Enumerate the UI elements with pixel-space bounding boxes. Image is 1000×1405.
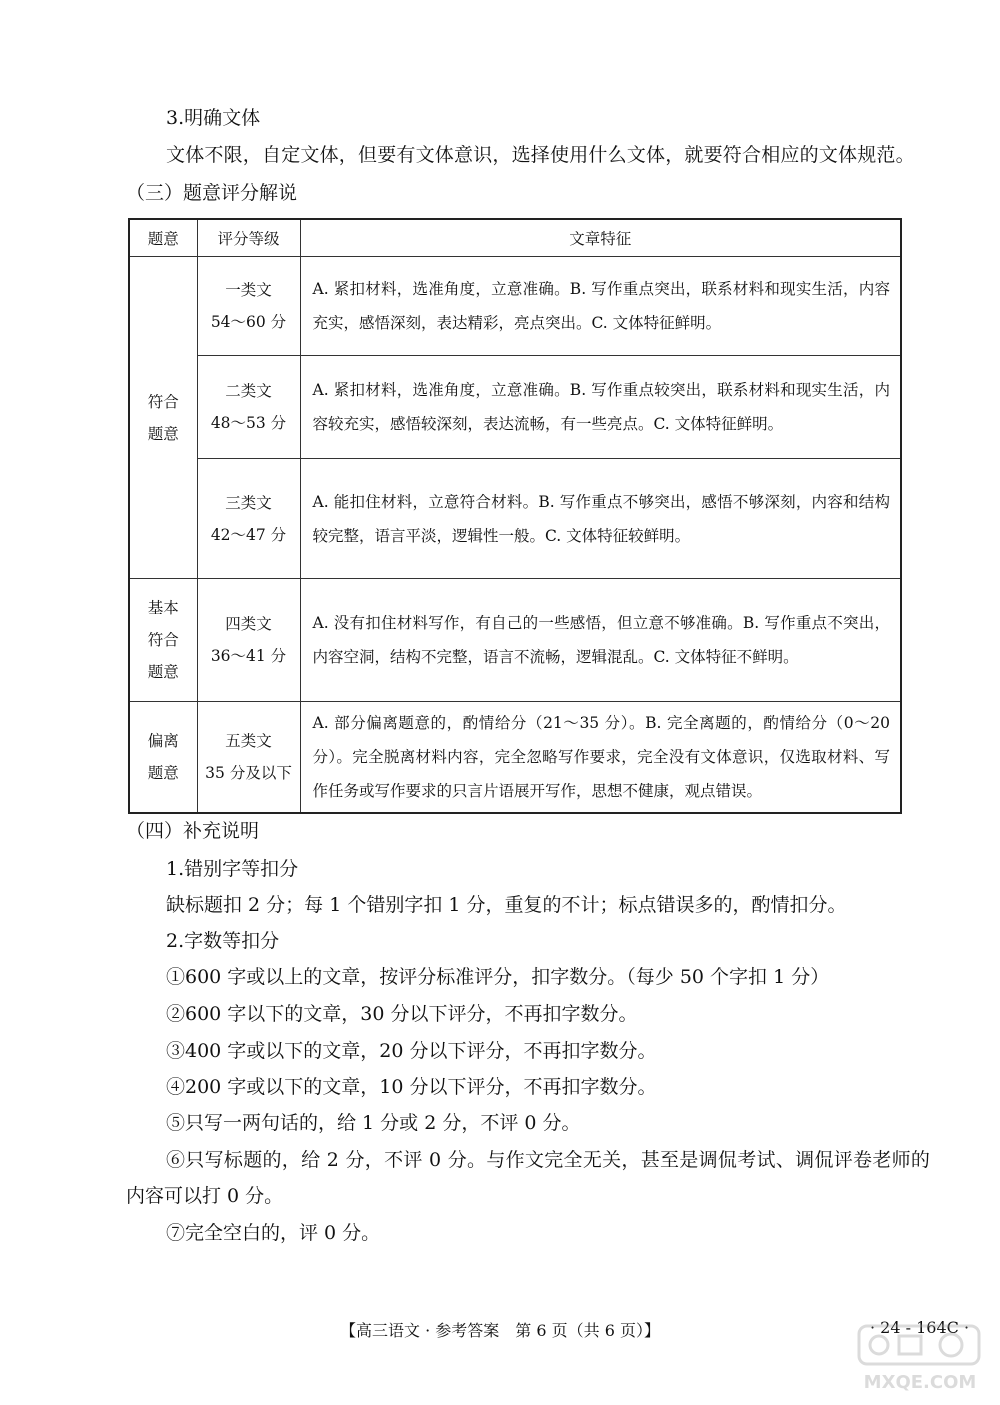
list-item-continuation: 内容可以打 0 分。 <box>126 1185 284 1207</box>
document-code: · 24 - 164C · <box>870 1318 970 1337</box>
header-cell: 评分等级 <box>197 219 300 257</box>
level-cell <box>197 257 300 356</box>
category-text: 偏离 <box>147 732 179 750</box>
watermark-logo <box>855 1322 985 1398</box>
subsection-2-title: 2.字数等扣分 <box>166 930 280 952</box>
category-text: 符合 <box>147 631 179 649</box>
header-cell: 题意 <box>129 219 197 257</box>
category-cell <box>129 579 197 702</box>
category-cell <box>129 257 197 579</box>
subsection-1-body: 缺标题扣 2 分；每 1 个错别字扣 1 分，重复的不计；标点错误多的，酌情扣分。 <box>166 894 847 916</box>
grading-table <box>128 218 902 814</box>
header-cell: 文章特征 <box>300 219 901 257</box>
level-name: 三类文 <box>225 493 272 512</box>
level-name: 五类文 <box>225 732 272 750</box>
level-name: 一类文 <box>225 281 272 299</box>
level-score: 54～60 分 <box>210 313 287 331</box>
table-row <box>129 356 901 459</box>
features-cell: A. 紧扣材料，选准角度，立意准确。B. 写作重点较突出，联系材料和现实生活，内容较充实，感悟较深刻，表达流畅，有一些亮点。C. 文体特征鲜明。 <box>300 356 901 459</box>
list-item: ③400 字或以下的文章，20 分以下评分，不再扣字数分。 <box>166 1040 657 1062</box>
list-item: ①600 字或以上的文章，按评分标准评分，扣字数分。（每少 50 个字扣 1 分） <box>166 966 830 988</box>
table-row <box>129 459 901 579</box>
subsection-1-title: 1.错别字等扣分 <box>166 858 299 880</box>
level-name: 四类文 <box>225 615 272 633</box>
table-row <box>129 702 901 814</box>
category-text: 题意 <box>147 764 179 782</box>
level-cell <box>197 702 300 814</box>
category-text: 题意 <box>147 663 179 681</box>
list-item: ②600 字以下的文章，30 分以下评分，不再扣字数分。 <box>166 1003 638 1025</box>
category-text: 符合 <box>147 392 179 411</box>
list-item: ⑥只写标题的，给 2 分，不评 0 分。与作文完全无关，甚至是调侃考试、调侃评卷老师的 <box>166 1149 931 1171</box>
category-text: 题意 <box>147 424 179 443</box>
part-4-title: （四）补充说明 <box>126 820 260 842</box>
level-score: 36～41 分 <box>210 647 287 665</box>
page-footer: 【高三语文 · 参考答案 第 6 页（共 6 页）】 <box>340 1321 660 1340</box>
level-cell <box>197 459 300 579</box>
features-cell: A. 部分偏离题意的，酌情给分（21～35 分）。B. 完全离题的，酌情给分（0～20 分）。完全脱离材料内容，完全忽略写作要求，完全没有文体意识，仅选取材料、写作任务或写作要求的只言片语展开写作，思想不健康，观点错误。 <box>300 702 901 814</box>
part-3-title: （三）题意评分解说 <box>126 182 298 204</box>
level-score: 35 分及以下 <box>205 764 292 782</box>
list-item: ⑦完全空白的，评 0 分。 <box>166 1222 381 1244</box>
table-row <box>129 579 901 702</box>
level-score: 42～47 分 <box>210 525 287 544</box>
features-cell: A. 没有扣住材料写作，有自己的一些感悟，但立意不够准确。B. 写作重点不突出，内容空洞，结构不完整，语言不流畅，逻辑混乱。C. 文体特征不鲜明。 <box>300 579 901 702</box>
level-name: 二类文 <box>225 382 272 400</box>
level-score: 48～53 分 <box>210 414 287 432</box>
list-item: ⑤只写一两句话的，给 1 分或 2 分，不评 0 分。 <box>166 1112 581 1134</box>
features-cell: A. 能扣住材料，立意符合材料。B. 写作重点不够突出，感悟不够深刻，内容和结构较完整，语言平淡，逻辑性一般。C. 文体特征较鲜明。 <box>300 459 901 579</box>
category-text: 基本 <box>147 599 179 617</box>
table-header-row <box>129 219 901 257</box>
section-3-title: 3.明确文体 <box>166 107 261 129</box>
list-item: ④200 字或以下的文章，10 分以下评分，不再扣字数分。 <box>166 1076 657 1098</box>
svg-text:MXQE.COM: MXQE.COM <box>863 1372 977 1393</box>
features-cell: A. 紧扣材料，选准角度，立意准确。B. 写作重点突出，联系材料和现实生活，内容充实，感悟深刻，表达精彩，亮点突出。C. 文体特征鲜明。 <box>300 257 901 356</box>
level-cell <box>197 579 300 702</box>
level-cell <box>197 356 300 459</box>
category-cell <box>129 702 197 814</box>
table-row <box>129 257 901 356</box>
section-3-body: 文体不限，自定文体，但要有文体意识，选择使用什么文体，就要符合相应的文体规范。 <box>166 144 915 166</box>
